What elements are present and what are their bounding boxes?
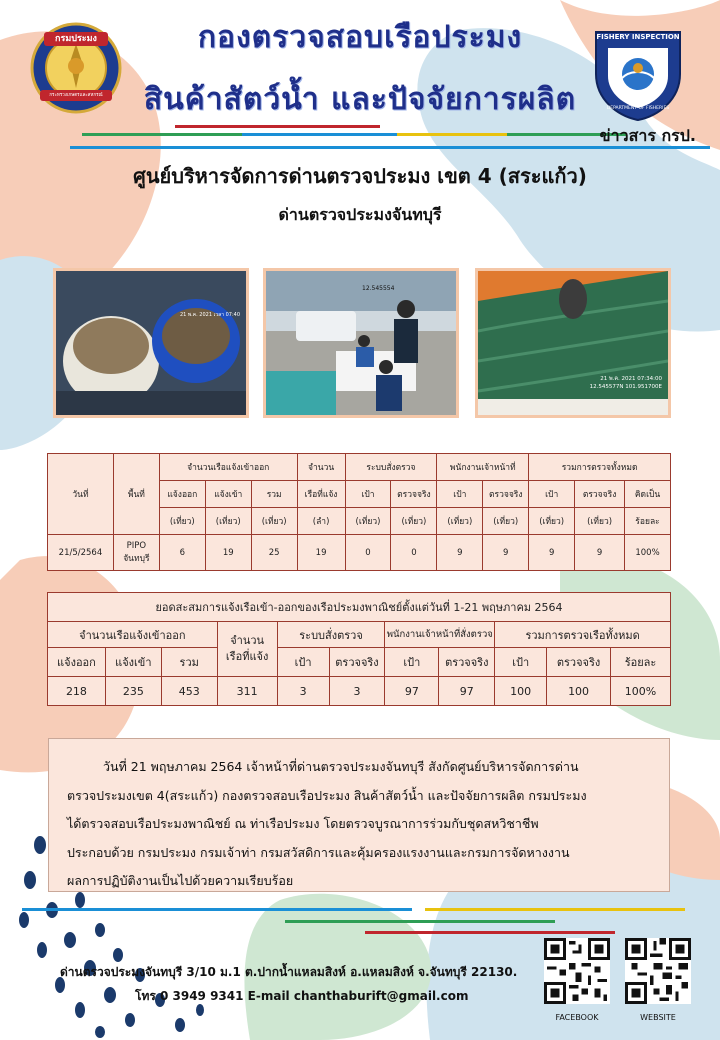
paragraph-line: ประกอบด้วย กรมประมง กรมเจ้าท่า กรมสวัสดิการและคุ้มครองแรงงานและกรมการจัดหางงาน	[67, 844, 570, 860]
cumulative-header-sum: รวม	[161, 648, 217, 677]
cumulative-header-out: แจ้งออก	[48, 648, 106, 677]
daily-unit: (เที่ยว)	[529, 508, 575, 535]
cumulative-cell-off-target: 97	[385, 677, 439, 706]
daily-cell-tot-actual: 9	[575, 535, 625, 571]
daily-unit: (เที่ยว)	[159, 508, 205, 535]
qr-facebook-label: FACEBOOK	[555, 1013, 599, 1022]
daily-cell-off-target: 9	[437, 535, 483, 571]
cumulative-header-sys-target: เป้า	[277, 648, 329, 677]
photo-fish-containers	[53, 268, 249, 418]
daily-cell-sys-actual: 0	[391, 535, 437, 571]
daily-header-officer-group: พนักงานเจ้าหน้าที่	[437, 454, 529, 481]
daily-cell-tot-target: 9	[529, 535, 575, 571]
daily-cell-boats: 19	[297, 535, 345, 571]
cumulative-cell-tot-actual: 100	[547, 677, 611, 706]
logo-right-top-text: FISHERY INSPECTION	[596, 33, 680, 41]
daily-header-off-target: เป้า	[437, 481, 483, 508]
daily-header-tot-target: เป้า	[529, 481, 575, 508]
daily-cell-sys-target: 0	[345, 535, 391, 571]
daily-unit: (เที่ยว)	[391, 508, 437, 535]
cumulative-header-notify-group: จำนวนเรือแจ้งเข้าออก	[48, 622, 218, 648]
paragraph-line: วันที่ 21 พฤษภาคม 2564 เจ้าหน้าที่ด่านตรวจประมงจันทบุรี สังกัดศูนย์บริหารจัดการด่าน	[103, 759, 579, 774]
cumulative-title: ยอดสะสมการแจ้งเรือเข้า-ออกของเรือประมงพาณิชย์ตั้งแต่วันที่ 1-21 พฤษภาคม 2564	[48, 593, 671, 622]
report-paragraph	[48, 738, 670, 892]
cumulative-cell-off-actual: 97	[439, 677, 495, 706]
daily-header-system-group: ระบบสั่งตรวจ	[345, 454, 437, 481]
logo-right-bottom-text: DEPARTMENT OF FISHERIES	[606, 106, 670, 111]
news-label: ข่าวสาร กรป.	[599, 126, 696, 145]
daily-inspection-table	[47, 453, 671, 571]
cumulative-cell-tot-target: 100	[495, 677, 547, 706]
daily-unit: (เที่ยว)	[345, 508, 391, 535]
daily-header-area: พื้นที่	[113, 454, 159, 535]
photo-fishing-net	[475, 268, 671, 418]
daily-header-tot-actual: ตรวจจริง	[575, 481, 625, 508]
daily-cell-area: PIPO จันทบุรี	[113, 535, 159, 571]
paragraph-line: ได้ตรวจสอบเรือประมงพาณิชย์ ณ ท่าเรือประมง โดยตรวจบูรณาการร่วมกับชุดสหวิชาชีพ	[67, 816, 539, 831]
cumulative-header-tot-target: เป้า	[495, 648, 547, 677]
center-title: ศูนย์บริหารจัดการด่านตรวจประมง เขต 4 (สระแก้ว)	[133, 164, 587, 188]
daily-header-out: แจ้งออก	[159, 481, 205, 508]
logo-left-title: กรมประมง	[55, 34, 97, 44]
daily-cell-sum: 25	[251, 535, 297, 571]
daily-cell-off-actual: 9	[483, 535, 529, 571]
footer-contact: โทร 0 3949 9341 E-mail chanthaburift@gmail.com	[135, 989, 469, 1003]
cumulative-cell-in: 235	[105, 677, 161, 706]
header-title-line1: กองตรวจสอบเรือประมง	[197, 20, 523, 55]
cumulative-cell-sys-target: 3	[277, 677, 329, 706]
qr-website-label: WEBSITE	[640, 1013, 676, 1022]
daily-header-sys-actual: ตรวจจริง	[391, 481, 437, 508]
photo-inspection-desk	[263, 268, 459, 418]
cumulative-cell-out: 218	[48, 677, 106, 706]
logo-left-subtitle: กระทรวงเกษตรและสหกรณ์	[49, 93, 103, 98]
daily-cell-date: 21/5/2564	[48, 535, 114, 571]
daily-unit: (เที่ยว)	[437, 508, 483, 535]
daily-cell-percent: 100%	[625, 535, 671, 571]
cumulative-header-off-target: เป้า	[385, 648, 439, 677]
daily-cell-in: 19	[205, 535, 251, 571]
daily-header-notify-group: จำนวนเรือแจ้งเข้าออก	[159, 454, 297, 481]
daily-unit: (เที่ยว)	[575, 508, 625, 535]
daily-header-date: วันที่	[48, 454, 114, 535]
cumulative-inspection-table	[47, 592, 671, 706]
header-title-line2: สินค้าสัตว์น้ำ และปัจจัยการผลิต	[143, 82, 577, 117]
footer-address: ด่านตรวจประมงจันทบุรี 3/10 ม.1 ต.ปากน้ำแหลมสิงห์ อ.แหลมสิงห์ จ.จันทบุรี 22130.	[60, 965, 518, 979]
cumulative-header-in: แจ้งเข้า	[105, 648, 161, 677]
cumulative-header-off-actual: ตรวจจริง	[439, 648, 495, 677]
photo3-timestamp: 21 พ.ค. 2021 07:34:00 12.545577N 101.951700E	[589, 376, 662, 390]
daily-unit: (เที่ยว)	[483, 508, 529, 535]
cumulative-cell-sys-actual: 3	[329, 677, 385, 706]
photo1-timestamp: 21 พ.ค. 2021 เวลา 07:40	[179, 312, 240, 318]
daily-header-count-group: จำนวน	[297, 454, 345, 481]
photo2-timestamp: 12.545554	[362, 285, 395, 292]
cumulative-header-total-group: รวมการตรวจเรือทั้งหมด	[495, 622, 671, 648]
daily-header-sys-target: เป้า	[345, 481, 391, 508]
checkpoint-title: ด่านตรวจประมงจันทบุรี	[278, 205, 442, 224]
cumulative-header-tot-actual: ตรวจจริง	[547, 648, 611, 677]
daily-header-percent: คิดเป็น	[625, 481, 671, 508]
daily-header-in: แจ้งเข้า	[205, 481, 251, 508]
cumulative-header-percent: ร้อยละ	[611, 648, 671, 677]
daily-unit: (เที่ยว)	[251, 508, 297, 535]
qr-website[interactable]	[625, 938, 691, 1004]
daily-unit-vessels: (ลำ)	[297, 508, 345, 535]
cumulative-header-officer-group: พนักงานเจ้าหน้าที่สั่งตรวจ	[385, 622, 495, 648]
cumulative-cell-sum: 453	[161, 677, 217, 706]
cumulative-cell-percent: 100%	[611, 677, 671, 706]
daily-header-off-actual: ตรวจจริง	[483, 481, 529, 508]
daily-unit-percent: ร้อยละ	[625, 508, 671, 535]
cumulative-cell-boats: 311	[217, 677, 277, 706]
cumulative-header-boats: จำนวนเรือที่แจ้ง	[217, 622, 277, 677]
daily-header-total-group: รวมการตรวจทั้งหมด	[529, 454, 671, 481]
cumulative-header-system-group: ระบบสั่งตรวจ	[277, 622, 385, 648]
daily-header-sum: รวม	[251, 481, 297, 508]
paragraph-line: ผลการปฏิบัติงานเป็นไปด้วยความเรียบร้อย	[67, 873, 294, 888]
cumulative-header-sys-actual: ตรวจจริง	[329, 648, 385, 677]
daily-header-boats: เรือที่แจ้ง	[297, 481, 345, 508]
daily-unit: (เที่ยว)	[205, 508, 251, 535]
daily-cell-out: 6	[159, 535, 205, 571]
qr-facebook[interactable]	[544, 938, 610, 1004]
paragraph-line: ตรวจประมงเขต 4(สระแก้ว) กองตรวจสอบเรือประมง สินค้าสัตว์น้ำ และปัจจัยการผลิต กรมประมง	[67, 787, 587, 803]
